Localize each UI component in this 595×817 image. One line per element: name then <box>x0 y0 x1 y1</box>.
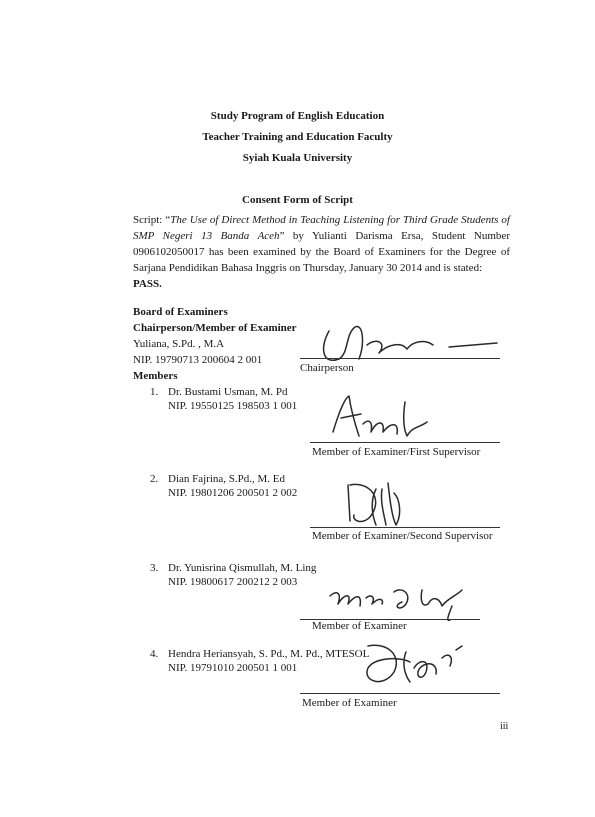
statement-lead: Script: “ <box>133 214 171 226</box>
page-number: iii <box>500 721 509 732</box>
member-3-name: Dr. Yunisrina Qismullah, M. Ling <box>168 562 317 574</box>
member-1-number: 1. <box>150 386 159 398</box>
member-2-signature-line <box>310 527 500 528</box>
member-2-nip: NIP. 19801206 200501 2 002 <box>168 487 298 499</box>
faculty-name: Teacher Training and Education Faculty <box>202 131 393 143</box>
member-4-signature-line <box>300 693 500 694</box>
member-4-number: 4. <box>150 648 159 660</box>
member-3-role: Member of Examiner <box>312 620 407 632</box>
member-4-name: Hendra Heriansyah, S. Pd., M. Pd., MTESOL <box>168 648 370 660</box>
member-3-number: 3. <box>150 562 159 574</box>
members-heading: Members <box>133 370 178 382</box>
chair-name: Yuliana, S.Pd. , M.A <box>133 338 225 350</box>
program-name: Study Program of English Education <box>210 110 385 122</box>
member-4-role: Member of Examiner <box>302 697 397 709</box>
board-heading: Board of Examiners <box>133 306 228 318</box>
chair-heading: Chairperson/Member of Examiner <box>133 322 297 334</box>
consent-statement <box>133 212 510 292</box>
form-title: Consent Form of Script <box>242 194 353 206</box>
member-1-signature <box>315 392 435 442</box>
statement-rest: ” by Yulianti Darisma Ersa, Student Number 0906102050017 has been examined by the Board of Examiners for the Degree of Sarjana Pendidikan Bahasa Inggris on Thursday, January 30 2014 and is stated: <box>133 230 510 274</box>
member-1-role: Member of Examiner/First Supervisor <box>312 446 481 458</box>
member-3-nip: NIP. 19800617 200212 2 003 <box>168 576 298 588</box>
chair-signature-line <box>300 358 500 359</box>
member-2-number: 2. <box>150 473 159 485</box>
member-2-name: Dian Fajrina, S.Pd., M. Ed <box>168 473 286 485</box>
member-4-nip: NIP. 19791010 200501 1 001 <box>168 662 298 674</box>
member-1-signature-line <box>310 442 500 443</box>
chair-role: Chairperson <box>300 362 354 374</box>
member-1-name: Dr. Bustami Usman, M. Pd <box>168 386 288 398</box>
member-2-role: Member of Examiner/Second Supervisor <box>312 530 493 542</box>
university-name: Syiah Kuala University <box>242 152 353 164</box>
result-pass: PASS. <box>133 278 162 290</box>
member-1-nip: NIP. 19550125 198503 1 001 <box>168 400 298 412</box>
script-title: The Use of Direct Method in Teaching Listening for Third Grade Students of SMP Negeri 13 Banda Aceh <box>133 214 510 242</box>
chair-nip: NIP. 19790713 200604 2 001 <box>133 354 263 366</box>
member-2-signature <box>340 475 410 530</box>
member-4-signature <box>358 638 468 693</box>
